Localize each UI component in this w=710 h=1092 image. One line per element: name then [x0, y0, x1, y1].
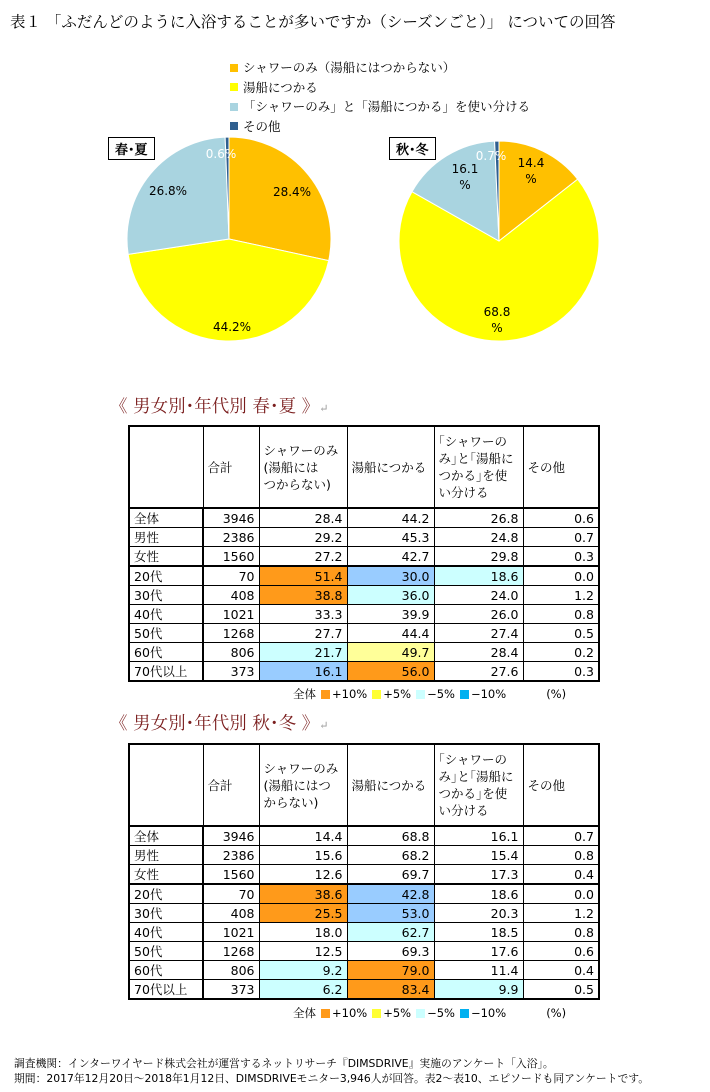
row-label: 70代以上: [129, 662, 203, 682]
legend-swatch-shower: [230, 64, 238, 72]
table-row: [129, 547, 599, 567]
table-cell: 27.2: [259, 547, 347, 567]
key-swatch-minus5: [416, 1009, 425, 1018]
table-cell: 0.5: [523, 624, 599, 643]
table-cell: 0.8: [523, 923, 599, 942]
table-cell: 0.8: [523, 605, 599, 624]
row-total: 2386: [203, 528, 259, 547]
winter-table: [128, 743, 600, 1000]
table-cell: 9.2: [259, 961, 347, 980]
table-row: [129, 961, 599, 980]
header-text: ｢シャワーの み｣と｢湯船に つかる｣を使 い分ける: [438, 752, 514, 818]
table-row: [129, 980, 599, 1000]
key-swatch-plus10: [321, 690, 330, 699]
table-cell: 56.0: [347, 662, 434, 682]
table-cell: 1.2: [523, 586, 599, 605]
table-cell: 0.7: [523, 826, 599, 846]
table-cell: 27.7: [259, 624, 347, 643]
table-row: [129, 884, 599, 904]
table-row: [129, 846, 599, 865]
winter-table-title-text: 《 男女別･年代別 秋･冬 》: [110, 714, 320, 734]
pie-data-label: 16.1 %: [451, 162, 479, 192]
table-cell: 68.2: [347, 846, 434, 865]
footer-period: 期間：2017年12月20日～2018年1月12日、DIMSDRIVEモニター3,946人が回答。表2～表10、エピソードも同アンケートです。: [14, 1072, 649, 1085]
winter-table-header: [129, 744, 599, 826]
table-cell: 15.6: [259, 846, 347, 865]
return-mark-icon: ↵: [319, 719, 329, 732]
row-total: 1268: [203, 624, 259, 643]
key-label-plus10: +10%: [332, 687, 368, 701]
legend-label-other: その他: [243, 118, 281, 134]
return-mark-icon: ↵: [319, 402, 329, 415]
table-cell: 25.5: [259, 904, 347, 923]
key-label-minus10: −10%: [470, 1006, 507, 1020]
key-unit: (%): [546, 687, 567, 701]
footer-note: [14, 1056, 649, 1086]
table-cell: 24.8: [434, 528, 523, 547]
key-label-minus10: −10%: [470, 687, 507, 701]
row-total: 373: [203, 980, 259, 1000]
pie-data-label: 14.4 %: [517, 156, 545, 186]
winter-header-shower: [259, 744, 347, 826]
winter-table-body: [129, 826, 599, 999]
table-cell: 18.5: [434, 923, 523, 942]
row-total: 806: [203, 643, 259, 662]
table-cell: 17.6: [434, 942, 523, 961]
table-cell: 36.0: [347, 586, 434, 605]
winter-header-bath: [347, 744, 434, 826]
winter-highlight-key: [293, 1005, 566, 1021]
page-title: 表１ 「ふだんどのように入浴することが多いですか（シーズンごと）」 についての回答: [10, 13, 616, 31]
key-swatch-plus5: [372, 690, 381, 699]
table-cell: 15.4: [434, 846, 523, 865]
row-total: 70: [203, 884, 259, 904]
row-label: 20代: [129, 884, 203, 904]
summer-highlight-key: [293, 686, 566, 702]
table-cell: 51.4: [259, 566, 347, 586]
row-total: 1268: [203, 942, 259, 961]
table-cell: 62.7: [347, 923, 434, 942]
summer-table: [128, 425, 600, 682]
row-label: 50代: [129, 624, 203, 643]
pie-title-summer: 春･夏: [108, 137, 155, 160]
row-label: 60代: [129, 961, 203, 980]
key-unit: (%): [546, 1006, 567, 1020]
key-prefix: 全体: [293, 1006, 316, 1020]
row-label: 全体: [129, 826, 203, 846]
pie-title-winter: 秋･冬: [389, 137, 436, 160]
table-row: [129, 865, 599, 885]
key-swatch-plus10: [321, 1009, 330, 1018]
table-row: [129, 923, 599, 942]
pie-data-label: 26.8%: [148, 184, 188, 198]
summer-header-blank: [129, 426, 203, 508]
winter-header-both: [434, 744, 523, 826]
table-cell: 11.4: [434, 961, 523, 980]
row-total: 3946: [203, 826, 259, 846]
key-label-minus5: −5%: [427, 687, 455, 701]
row-label: 女性: [129, 865, 203, 885]
table-cell: 27.4: [434, 624, 523, 643]
pie-data-label: 44.2%: [212, 320, 252, 334]
row-label: 30代: [129, 904, 203, 923]
table-row: [129, 904, 599, 923]
row-total: 1560: [203, 865, 259, 885]
row-label: 50代: [129, 942, 203, 961]
row-label: 70代以上: [129, 980, 203, 1000]
legend-label-shower: シャワーのみ（湯船にはつからない）: [243, 60, 456, 75]
row-label: 女性: [129, 547, 203, 567]
key-swatch-minus5: [416, 690, 425, 699]
table-cell: 29.2: [259, 528, 347, 547]
table-cell: 83.4: [347, 980, 434, 1000]
row-label: 20代: [129, 566, 203, 586]
table-cell: 9.9: [434, 980, 523, 1000]
summer-header-both: [434, 426, 523, 508]
pie-data-label: 28.4%: [272, 185, 312, 199]
table-cell: 33.3: [259, 605, 347, 624]
row-total: 2386: [203, 846, 259, 865]
row-total: 408: [203, 904, 259, 923]
table-cell: 0.4: [523, 961, 599, 980]
row-label: 男性: [129, 528, 203, 547]
table-cell: 42.7: [347, 547, 434, 567]
legend-item-bath: [230, 78, 530, 98]
table-cell: 20.3: [434, 904, 523, 923]
legend-label-bath: 湯船につかる: [243, 79, 318, 95]
table-cell: 0.7: [523, 528, 599, 547]
legend-swatch-bath: [230, 83, 238, 91]
pie-data-label: 0.7%: [475, 149, 507, 163]
table-cell: 16.1: [259, 662, 347, 682]
winter-header-blank: [129, 744, 203, 826]
table-cell: 27.6: [434, 662, 523, 682]
table-cell: 21.7: [259, 643, 347, 662]
table-row: [129, 528, 599, 547]
summer-header-shower: [259, 426, 347, 508]
winter-header-total: [203, 744, 259, 826]
header-text: その他: [527, 459, 566, 475]
table-cell: 0.3: [523, 547, 599, 567]
summer-table-title-text: 《 男女別･年代別 春･夏 》: [110, 397, 320, 417]
table-cell: 44.4: [347, 624, 434, 643]
table-cell: 38.8: [259, 586, 347, 605]
table-cell: 69.3: [347, 942, 434, 961]
table-row: [129, 826, 599, 846]
legend-swatch-both: [230, 103, 238, 111]
table-cell: 39.9: [347, 605, 434, 624]
table-cell: 68.8: [347, 826, 434, 846]
table-cell: 28.4: [259, 508, 347, 528]
summer-table-body: [129, 508, 599, 681]
row-label: 40代: [129, 605, 203, 624]
header-text: シャワーのみ (湯船にはつ からない): [263, 760, 339, 810]
key-swatch-minus10: [460, 690, 469, 699]
table-row: [129, 566, 599, 586]
header-text: 湯船につかる: [351, 777, 427, 793]
key-label-plus10: +10%: [332, 1006, 368, 1020]
header-text: 湯船につかる: [351, 459, 427, 475]
legend-item-both: [230, 97, 530, 117]
table-cell: 26.0: [434, 605, 523, 624]
pie-data-label: 68.8 %: [483, 305, 511, 335]
row-label: 30代: [129, 586, 203, 605]
table-cell: 28.4: [434, 643, 523, 662]
table-cell: 26.8: [434, 508, 523, 528]
table-row: [129, 605, 599, 624]
table-cell: 69.7: [347, 865, 434, 885]
header-text: 合計: [207, 459, 233, 475]
row-total: 1021: [203, 605, 259, 624]
table-row: [129, 508, 599, 528]
table-cell: 0.8: [523, 846, 599, 865]
winter-header-other: [523, 744, 599, 826]
table-cell: 44.2: [347, 508, 434, 528]
key-label-minus5: −5%: [427, 1006, 455, 1020]
table-cell: 0.0: [523, 566, 599, 586]
row-label: 60代: [129, 643, 203, 662]
row-total: 3946: [203, 508, 259, 528]
table-cell: 38.6: [259, 884, 347, 904]
table-cell: 17.3: [434, 865, 523, 885]
table-cell: 14.4: [259, 826, 347, 846]
key-swatch-plus5: [372, 1009, 381, 1018]
summer-table-header: [129, 426, 599, 508]
row-total: 806: [203, 961, 259, 980]
table-cell: 79.0: [347, 961, 434, 980]
header-text: シャワーのみ (湯船には つからない): [263, 442, 339, 492]
table-cell: 1.2: [523, 904, 599, 923]
table-row: [129, 942, 599, 961]
table-cell: 0.2: [523, 643, 599, 662]
row-label: 40代: [129, 923, 203, 942]
header-text: その他: [527, 777, 566, 793]
table-row: [129, 662, 599, 682]
key-swatch-minus10: [460, 1009, 469, 1018]
table-cell: 0.0: [523, 884, 599, 904]
row-label: 全体: [129, 508, 203, 528]
table-cell: 18.0: [259, 923, 347, 942]
row-total: 1021: [203, 923, 259, 942]
table-cell: 12.6: [259, 865, 347, 885]
table-cell: 16.1: [434, 826, 523, 846]
table-cell: 18.6: [434, 884, 523, 904]
legend-item-shower: [230, 58, 530, 78]
table-cell: 6.2: [259, 980, 347, 1000]
legend-label-both: 「シャワーのみ」と「湯船につかる」を使い分ける: [243, 99, 531, 114]
header-text: ｢シャワーの み｣と｢湯船に つかる｣を使 い分ける: [438, 434, 514, 500]
table-cell: 30.0: [347, 566, 434, 586]
row-label: 男性: [129, 846, 203, 865]
key-prefix: 全体: [293, 687, 316, 701]
table-cell: 0.4: [523, 865, 599, 885]
pie-charts: [0, 120, 710, 360]
row-total: 70: [203, 566, 259, 586]
table-cell: 0.6: [523, 942, 599, 961]
table-cell: 49.7: [347, 643, 434, 662]
row-total: 373: [203, 662, 259, 682]
table-cell: 24.0: [434, 586, 523, 605]
summer-header-other: [523, 426, 599, 508]
key-label-plus5: +5%: [383, 1006, 412, 1020]
row-total: 408: [203, 586, 259, 605]
table-row: [129, 586, 599, 605]
table-cell: 0.5: [523, 980, 599, 1000]
table-cell: 53.0: [347, 904, 434, 923]
table-cell: 45.3: [347, 528, 434, 547]
summer-table-title: [110, 393, 328, 418]
table-cell: 12.5: [259, 942, 347, 961]
pie-data-label: 0.6%: [205, 147, 237, 161]
summer-header-total: [203, 426, 259, 508]
table-cell: 18.6: [434, 566, 523, 586]
winter-table-title: [110, 710, 328, 735]
table-cell: 29.8: [434, 547, 523, 567]
summer-header-bath: [347, 426, 434, 508]
table-row: [129, 643, 599, 662]
row-total: 1560: [203, 547, 259, 567]
header-text: 合計: [207, 777, 233, 793]
table-cell: 0.6: [523, 508, 599, 528]
table-cell: 42.8: [347, 884, 434, 904]
key-label-plus5: +5%: [383, 687, 412, 701]
footer-source: 調査機関：インターワイヤード株式会社が運営するネットリサーチ『DIMSDRIVE』実施のアンケート「入浴」。: [14, 1057, 554, 1070]
table-cell: 0.3: [523, 662, 599, 682]
table-row: [129, 624, 599, 643]
